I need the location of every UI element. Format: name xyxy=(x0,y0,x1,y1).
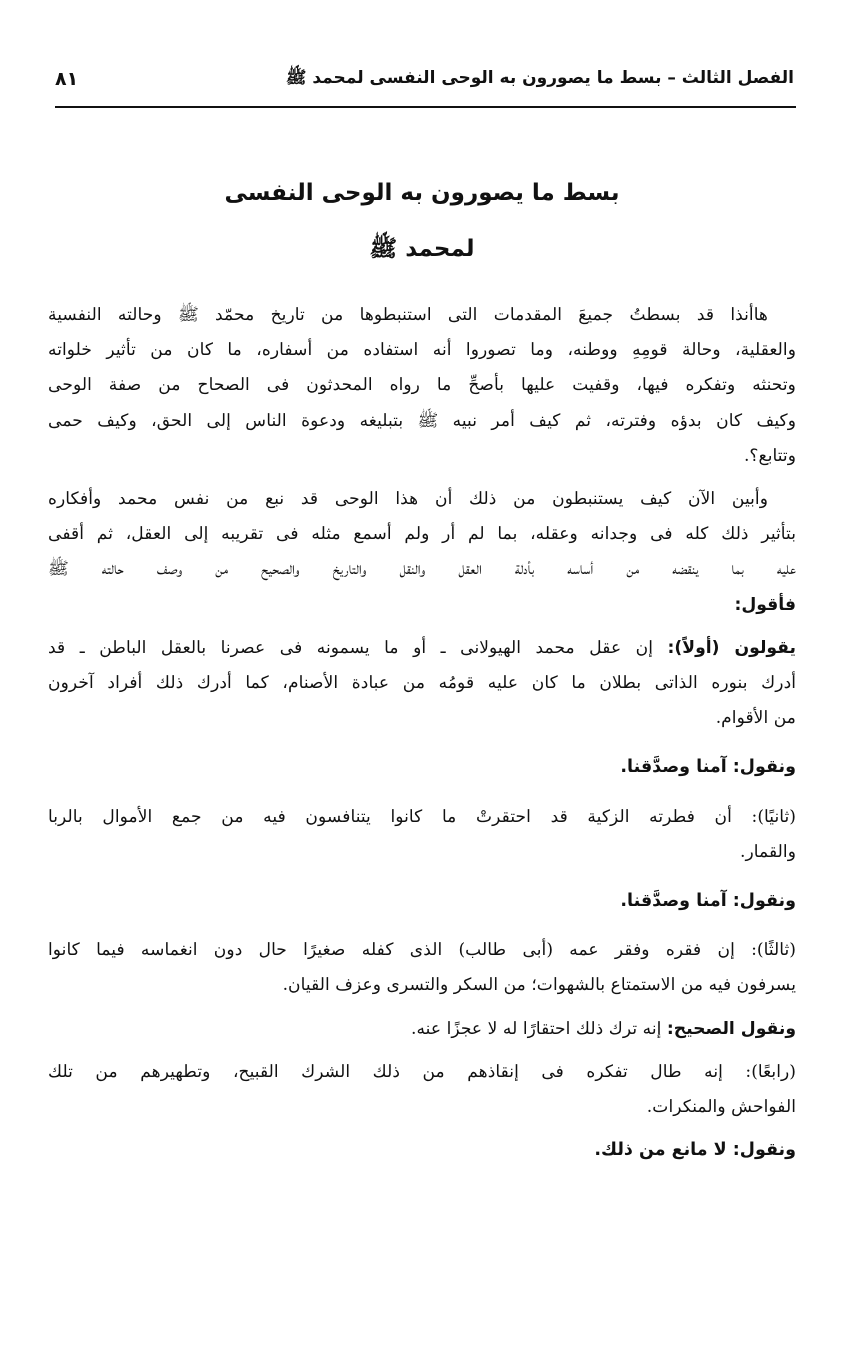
paragraph-first-claim xyxy=(48,631,796,737)
response-2: ونقول: آمنا وصدَّقنا. xyxy=(620,891,796,912)
text-line: يسرفون فيه من الاستمتاع بالشهوات؛ من السكر والتسرى وعزف القيان. xyxy=(282,975,796,996)
text-line: هاأنذا قد بسطتُ جميعَ المقدمات التى استنبطوها من تاريخ محمّد ﷺ وحالته النفسية xyxy=(48,305,768,325)
text-line: (رابعًا): إنه طال تفكره فى إنقاذهم من ذلك الشرك القبيح، وتطهيرهم من تلك xyxy=(48,1061,796,1082)
text-line: (ثانيًا): أن فطرته الزكية قد احتقرتْ ما كانوا يتنافسون فيه من جمع الأموال بالربا xyxy=(48,806,796,827)
text-line: وتتابع؟. xyxy=(743,445,796,466)
paragraph-third-claim xyxy=(48,933,796,1003)
paragraph-explanation xyxy=(48,482,796,623)
first-claim-label: يقولون (أولاً): xyxy=(667,637,796,658)
text-line xyxy=(48,631,796,666)
text-line: من الأقوام. xyxy=(715,708,796,729)
text-line: والعقلية، وحالة قومِهِ ووطنه، وما تصوروا أنه استفاده من أسفاره، ما كان من تأثير خلواته xyxy=(48,340,796,361)
chapter-title-line-1: بسط ما يصورون به الوحى النفسى xyxy=(224,180,620,206)
text-line: وأبين الآن كيف يستنبطون من ذلك أن هذا الوحى قد نبع من نفس محمد وأفكاره xyxy=(48,489,768,510)
first-claim-text: إن عقل محمد الهيولانى ـ أو ما يسمونه فى عصرنا بالعقل الباطن ـ قد xyxy=(48,637,668,658)
text-line xyxy=(48,588,796,623)
header-rule xyxy=(55,106,796,108)
text-line: وتحنثه وتفكره فيها، وقفيت عليها بأصحِّ ما رواه المحدثون فى الصحاح من صفة الوحى xyxy=(48,375,796,396)
paragraph-intro xyxy=(48,298,796,474)
response-3-label: ونقول الصحيح: xyxy=(666,1018,796,1039)
text-line: الفواحش والمنكرات. xyxy=(646,1097,796,1118)
response-3-text: إنه ترك ذلك احتقارًا له لا عجزًا عنه. xyxy=(411,1018,667,1039)
fa-aqul-label: فأقول: xyxy=(734,594,796,615)
response-4: ونقول: لا مانع من ذلك. xyxy=(594,1140,796,1161)
body-text xyxy=(48,298,796,1168)
paragraph-fourth-claim xyxy=(48,1055,796,1125)
running-title: الفصل الثالث – بسط ما يصورون به الوحى النفسى لمحمد ﷺ xyxy=(285,67,794,88)
text-line: وكيف كان بدؤه وفترته، ثم كيف أمر نبيه ﷺ بتبليغه ودعوة الناس إلى الحق، وكيف حمى xyxy=(48,410,796,431)
text-line: والقمار. xyxy=(740,841,796,862)
text-line: (ثالثًا): إن فقره وفقر عمه (أبى طالب) الذى كفله صغيرًا حال دون انغماسه فيما كانوا xyxy=(48,940,796,961)
response-1: ونقول: آمنا وصدَّقنا. xyxy=(620,757,796,778)
chapter-title-line-2: لمحمد ﷺ xyxy=(369,236,475,262)
text-line: بتأثير ذلك كله فى وجدانه وعقله، بما لم أر ولم أسمع مثله فى تقريبه إلى العقل، ثم أقفى xyxy=(48,524,796,545)
page-number: ٨١ xyxy=(55,68,79,90)
paragraph-second-claim xyxy=(48,800,796,870)
text-line: عليه بما ينقضه من أساسه بأدلة العقل والنقل والتاريخ والصحيح من وصف حالته ﷺ xyxy=(48,559,796,580)
running-header xyxy=(55,62,794,96)
response-3 xyxy=(48,1012,796,1047)
text-line: أدرك بنوره الذاتى بطلان ما كان عليه قومُه من عبادة الأصنام، كما أدرك ذلك أفراد آخرون xyxy=(48,673,796,694)
